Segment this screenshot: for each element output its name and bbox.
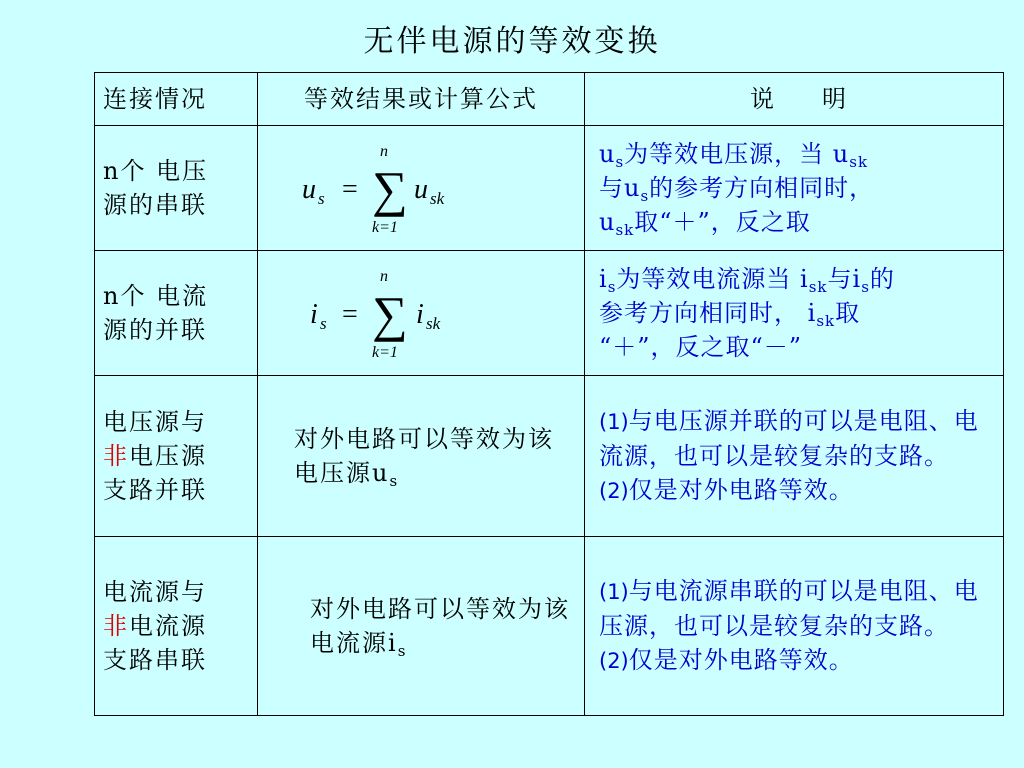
note-text: 的 — [869, 265, 895, 293]
result-text: 对外电路可以等效为该电流源i — [310, 595, 570, 657]
row-formula — [258, 126, 585, 251]
table-header-row — [95, 73, 1004, 126]
row-result — [258, 537, 585, 716]
row-note — [585, 251, 1004, 376]
note-text: 与电压源并联的可以是电阻、电流源，也可以是较复杂的支路。 — [599, 407, 979, 470]
note-text: 仅是对外电路等效。 — [628, 476, 854, 504]
equivalence-table — [94, 72, 1004, 716]
row-note — [585, 126, 1004, 251]
note-text: 取“＋”，反之取 — [634, 208, 811, 236]
condition-line: n个 电流 — [103, 282, 209, 310]
note-item-number: (1) — [599, 580, 629, 604]
note-item — [599, 473, 997, 508]
formula-rhs: i — [416, 299, 424, 330]
note-sub: s — [640, 187, 650, 205]
note-text: 与电流源串联的可以是电阻、电压源，也可以是较复杂的支路。 — [599, 577, 979, 640]
formula-sum-top: n — [380, 143, 388, 160]
note-sub: sk — [849, 153, 869, 171]
row-note — [585, 376, 1004, 537]
condition-line: 电压源 — [129, 442, 207, 470]
current-sum-formula — [296, 263, 496, 363]
table-row — [95, 376, 1004, 537]
note-text: i — [599, 265, 608, 293]
formula-lhs: i — [310, 299, 318, 330]
condition-line: 支路并联 — [103, 476, 207, 504]
note-text: 与u — [599, 174, 641, 202]
table-row — [95, 537, 1004, 716]
result-sub: s — [389, 472, 400, 490]
note-item-number: (2) — [599, 649, 629, 673]
header-connection: 连接情况 — [95, 73, 258, 126]
note-item-number: (1) — [599, 410, 629, 434]
row-result — [258, 376, 585, 537]
result-text: 对外电路可以等效为该电压源u — [294, 425, 554, 487]
formula-lhs-sub: s — [318, 189, 325, 208]
formula-equals: = — [342, 174, 358, 205]
formula-sum-bottom: k=1 — [372, 344, 398, 361]
note-text: u — [599, 140, 616, 168]
note-text: 与i — [827, 265, 862, 293]
row-condition — [95, 376, 258, 537]
condition-line: n个 电压 — [103, 157, 209, 185]
condition-line: 源的并联 — [103, 316, 207, 344]
note-text: 为等效电流源当 i — [616, 265, 809, 293]
note-item — [599, 574, 997, 643]
note-text: 为等效电压源，当 u — [624, 140, 850, 168]
row-formula — [258, 251, 585, 376]
sigma-symbol: ∑ — [372, 161, 408, 217]
row-note — [585, 537, 1004, 716]
condition-line: 电压源与 — [103, 408, 207, 436]
note-sub: s — [607, 278, 617, 296]
formula-sum-top: n — [380, 268, 388, 285]
formula-lhs-sub: s — [320, 314, 327, 333]
note-text: 仅是对外电路等效。 — [628, 646, 854, 674]
voltage-sum-formula — [296, 138, 496, 238]
condition-highlight: 非 — [103, 442, 129, 470]
formula-rhs: u — [414, 174, 428, 205]
formula-lhs: u — [302, 174, 316, 205]
note-text: 的参考方向相同时， — [649, 174, 875, 202]
formula-sum-bottom: k=1 — [372, 219, 398, 236]
note-sub: sk — [816, 312, 836, 330]
formula-rhs-sub: sk — [426, 314, 441, 333]
note-item — [599, 643, 997, 678]
row-condition — [95, 251, 258, 376]
row-condition — [95, 537, 258, 716]
result-sub: s — [397, 642, 408, 660]
note-sub: s — [615, 153, 625, 171]
page-title: 无伴电源的等效变换 — [363, 24, 661, 59]
note-sub: sk — [808, 278, 828, 296]
formula-rhs-sub: sk — [430, 189, 445, 208]
row-condition — [95, 126, 258, 251]
condition-line: 电流源 — [129, 612, 207, 640]
condition-highlight: 非 — [103, 612, 129, 640]
condition-line: 源的串联 — [103, 191, 207, 219]
note-text: “＋”，反之取“－” — [599, 333, 803, 361]
table-row — [95, 251, 1004, 376]
note-sub: sk — [615, 221, 635, 239]
table-row — [95, 126, 1004, 251]
note-item — [599, 404, 997, 473]
note-sub: s — [861, 278, 870, 296]
condition-line: 支路串联 — [103, 646, 207, 674]
formula-equals: = — [342, 299, 358, 330]
condition-line: 电流源与 — [103, 578, 207, 606]
note-item-number: (2) — [599, 479, 629, 503]
note-text: u — [599, 208, 616, 236]
note-text: 参考方向相同时， i — [599, 299, 817, 327]
note-text: 取 — [835, 299, 861, 327]
header-result: 等效结果或计算公式 — [258, 73, 585, 126]
sigma-symbol: ∑ — [372, 286, 408, 342]
header-description: 说 明 — [585, 73, 1004, 126]
